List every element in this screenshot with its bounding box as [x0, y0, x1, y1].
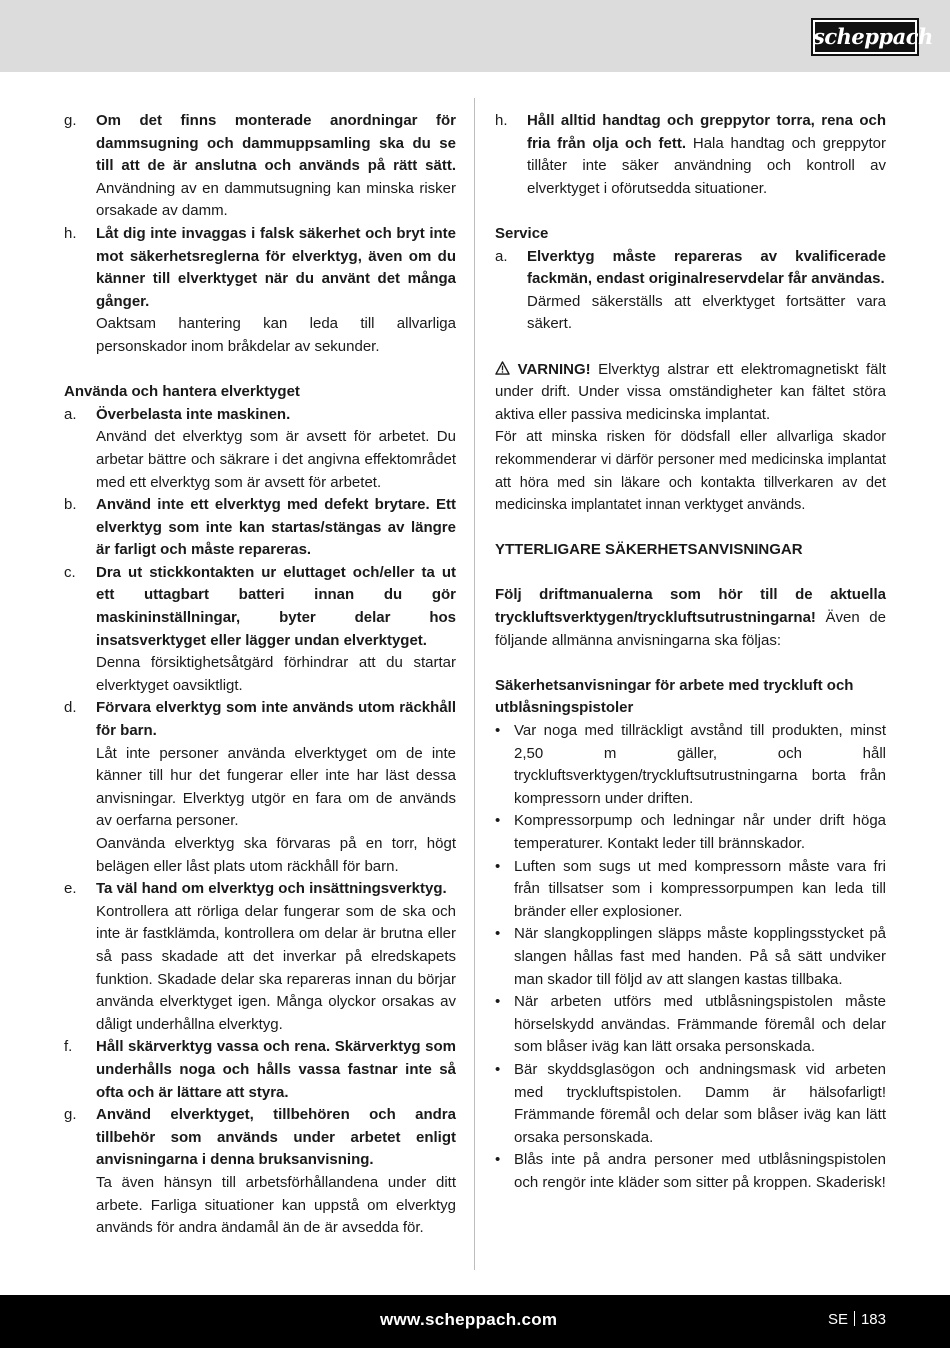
bullet-dot: • [495, 857, 501, 875]
item-text: Därmed säkerställs att elverktyget fortsätter vara säkert. [527, 292, 886, 333]
section-title-use: Använda och hantera elverktyget [64, 383, 300, 401]
item-bold-text: Överbelasta inte maskinen. [96, 405, 291, 423]
item-marker: h. [495, 112, 508, 129]
bullet-item [495, 810, 886, 855]
item-marker: g. [64, 112, 77, 129]
warning-paragraph [495, 359, 886, 427]
item-marker: b. [64, 496, 77, 514]
item-bold-text: Använd inte ett elverktyg med defekt brytare. Ett elverktyg som inte kan startas/stängas av längre är farligt och måste repareras. [96, 496, 456, 559]
bullet-dot: • [495, 812, 501, 830]
bullet-item [495, 856, 886, 924]
page-number: 183 [860, 1311, 886, 1328]
manual-text: Även de följande allmänna anvisningarna ska följas: [495, 609, 886, 649]
bullet-text: När slangkopplingen släpps måste kopplingsstycket på slangen hållas fast med handen. På så sätt undviker man skador till följd av att slangen kastas tillbaka. [514, 925, 886, 988]
item-text: Hala handtag och greppytor tillåter inte säker användning och kontroll av elverktyget i oförutsedda situationer. [527, 134, 886, 197]
list-item [495, 246, 886, 336]
item-text: Oanvända elverktyg ska förvaras på en torr, högt belägen eller låst plats utom räckhåll för barn. [96, 835, 456, 875]
bullet-text: Var noga med tillräckligt avstånd till produkten, minst 2,50 m gäller, och håll tryckluftsverktygen/tryckluftsutrustningarna borta från kompressorn under driften. [514, 722, 886, 807]
section-title-compressed-air: Säkerhetsanvisningar för arbete med tryckluft och utblåsningspistoler [495, 676, 854, 717]
column-divider [474, 98, 475, 1270]
item-text: Användning av en dammutsugning kan minska risker orsakade av damm. [96, 179, 456, 220]
item-bold-text: Dra ut stickkontakten ur eluttaget och/eller ta ut ett uttagbart batteri innan du gör maskininställningar, byter delar hos insatsverktyget eller lägger undan elverktyget. [96, 563, 456, 649]
page-separator [854, 1311, 855, 1326]
warning-text: Elverktyg alstrar ett elektromagnetiskt fält under drift. Under vissa omständigheter kan fältet störa aktiva eller passiva medicinska implantat. [495, 360, 887, 423]
bullet-text: Bär skyddsglasögon och andningsmask vid arbeten med tryckluftspistolen. Damm är hälsofarligt! Främmande föremål och delar som blåser iväg kan lätt orsaka personskada. [514, 1060, 886, 1146]
manual-bold-text: Följ driftmanualerna som hör till de aktuella tryckluftsverktygen/tryckluftsutrustningarna! [495, 586, 886, 627]
bullet-text: Luften som sugs ut med kompressorn måste vara fri från tillsatser som i kompressorpumpen kan leda till bränder eller explosioner. [514, 857, 886, 920]
item-text: Denna försiktighetsåtgärd förhindrar att du startar elverktyget oavsiktligt. [96, 654, 456, 694]
item-marker: g. [64, 1106, 77, 1124]
bullet-text: När arbeten utförs med utblåsningspistolen måste hörselskydd användas. Främmande föremål och delar som blåser iväg kan lätt orsaka personskada. [514, 993, 886, 1056]
list-item [495, 110, 886, 200]
left-column [64, 110, 456, 1240]
warning-label: VARNING! [517, 360, 591, 378]
section-title-service: Service [495, 224, 549, 242]
warning-triangle-icon [495, 361, 510, 375]
item-marker: c. [64, 563, 76, 581]
bullet-dot: • [495, 722, 501, 740]
item-bold-text: Låt dig inte invaggas i falsk säkerhet och bryt inte mot säkerhetsreglerna för elverktyg, även om du känner till elverktyget när du använt det många gånger. [96, 224, 456, 310]
bullet-text: Blås inte på andra personer med utblåsningspistolen och rengör inte kläder som sitter på kroppen. Skaderisk! [514, 1151, 886, 1191]
item-marker: e. [64, 880, 77, 898]
item-marker: d. [64, 699, 77, 717]
bullet-text: Kompressorpump och ledningar når under drift höga temperaturer. Kontakt leder till brännskador. [514, 812, 886, 852]
bullet-dot: • [495, 993, 501, 1011]
item-text: Kontrollera att rörliga delar fungerar som de ska och inte är fastklämda, kontrollera om delar är brutna eller så pass skadade att det inverkar på elredskapets funktion. Skadade delar ska repareras innan du börjar använda elverktyget igen. Många olyckor orsakas av dåligt underhållna elverktyg. [96, 902, 456, 1033]
list-item [64, 562, 456, 698]
bullet-item [495, 923, 886, 991]
list-item [64, 697, 456, 878]
website-link[interactable]: www.scheppach.com [380, 1310, 558, 1329]
bullet-item [495, 1149, 886, 1194]
bullet-dot: • [495, 1151, 501, 1169]
bullet-item [495, 1059, 886, 1149]
page-indicator [828, 1309, 886, 1331]
item-bold-text: Ta väl hand om elverktyg och insättningsverktyg. [96, 880, 447, 898]
list-item [64, 494, 456, 562]
list-item [64, 110, 456, 223]
list-item [64, 404, 456, 494]
right-column [495, 110, 886, 1195]
section-title-extra: YTTERLIGARE SÄKERHETSANVISNINGAR [495, 541, 803, 559]
item-text: Oaktsam hantering kan leda till allvarliga personskador inom bråkdelar av sekunder. [96, 315, 456, 355]
item-bold-text: Elverktyg måste repareras av kvalificerade fackmän, endast originalreservdelar får användas. [527, 247, 886, 288]
bullet-dot: • [495, 1060, 501, 1078]
warning-implant-text: För att minska risken för dödsfall eller allvarliga skador rekommenderar vi därför personer med medicinska implantat att höra med sin läkare och kontakta tillverkaren av det medicinska implantatet innan verktyget används. [495, 429, 886, 514]
bullet-item [495, 991, 886, 1059]
item-marker: a. [64, 405, 77, 423]
item-bold-text: Om det finns monterade anordningar för dammsugning och dammuppsamling ska du se till att de är anslutna och används på rätt sätt. [96, 112, 456, 175]
item-text: Ta även hänsyn till arbetsförhållandena under ditt arbete. Farliga situationer kan uppstå om elverktyg används för andra ändamål än de är avsedda för. [96, 1173, 456, 1237]
item-text: Låt inte personer använda elverktyget om de inte känner till hur det fungerar eller inte har läst dessa anvisningar. Elverktyg utgör en fara om de används av oerfarna personer. [96, 744, 456, 830]
header-band [0, 0, 950, 72]
scheppach-logo: scheppach [811, 18, 919, 56]
manual-paragraph [495, 584, 886, 652]
item-marker: a. [495, 247, 508, 265]
item-bold-text: Använd elverktyget, tillbehören och andra tillbehör som används under arbetet enligt anvisningarna i denna bruksanvisning. [96, 1106, 456, 1169]
list-item [64, 1036, 456, 1104]
footer-bar [0, 1295, 950, 1348]
item-bold-text: Förvara elverktyg som inte används utom räckhåll för barn. [96, 699, 456, 740]
list-item [64, 223, 456, 359]
bullet-dot: • [495, 925, 501, 943]
list-item [64, 878, 456, 1036]
item-bold-text: Håll alltid handtag och greppytor torra, rena och fria från olja och fett. [527, 112, 886, 152]
item-marker: h. [64, 224, 77, 242]
list-item [64, 1104, 456, 1240]
item-text: Använd det elverktyg som är avsett för arbetet. Du arbetar bättre och säkrare i det angivna effektområdet med ett elverktyg som är avsett för arbetet. [96, 428, 456, 491]
bullet-item [495, 720, 886, 810]
item-marker: f. [64, 1038, 73, 1056]
language-code: SE [827, 1311, 848, 1328]
item-bold-text: Håll skärverktyg vassa och rena. Skärverktyg som underhålls noga och hålls vassa fastnar inte så ofta och är lättare att styra. [96, 1038, 456, 1101]
